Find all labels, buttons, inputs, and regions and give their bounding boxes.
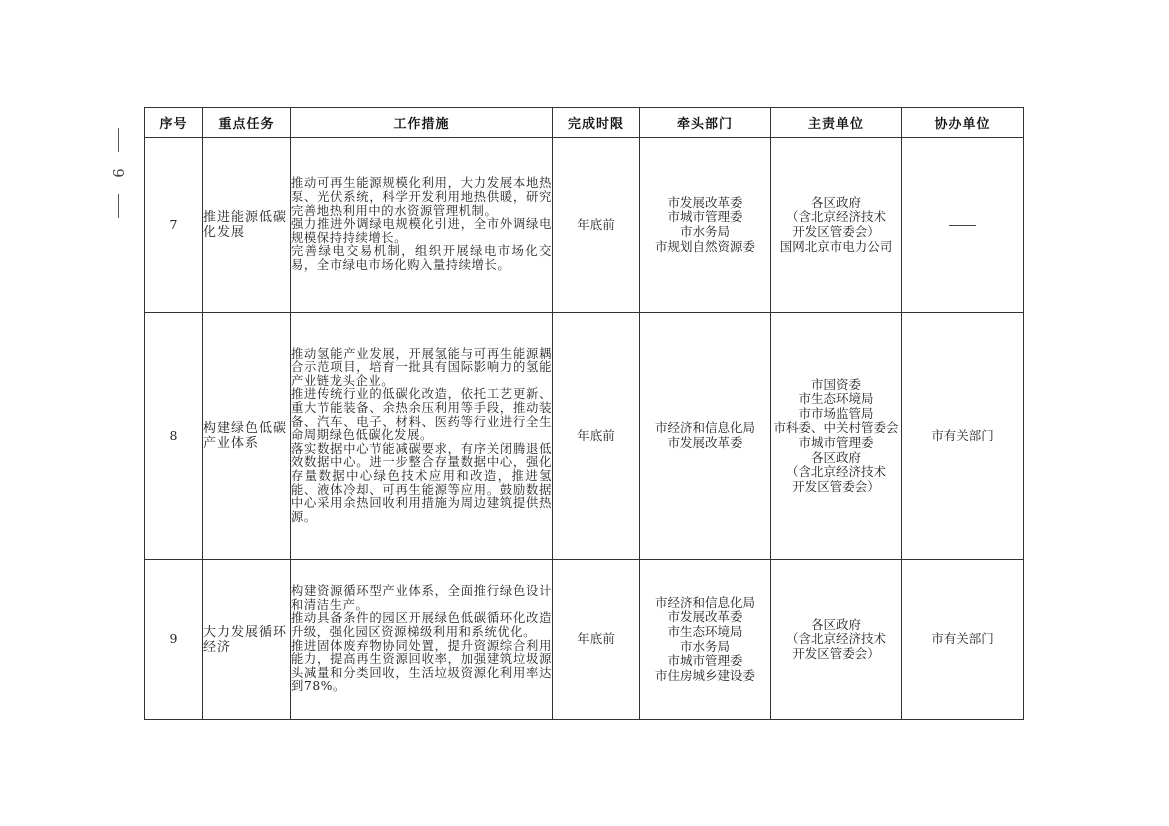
lead-unit: 市水务局 [679, 224, 730, 239]
cell-measures [291, 138, 553, 313]
lead-unit: 市城市管理委 [667, 209, 743, 225]
cell-task: 构建绿色低碳产业体系 [203, 313, 291, 560]
measure-item: 推进传统行业的低碳化改造，依托工艺更新、重大节能装备、余热余压利用等手段，推动装备、汽车、电子、材料、医药等行业进行全生命周期绿色低碳化发展。 [291, 387, 552, 443]
cell-main [771, 560, 902, 720]
header-assist: 协办单位 [902, 108, 1024, 138]
header-measures: 工作措施 [291, 108, 553, 138]
lead-unit: 市城市管理委 [667, 653, 743, 669]
cell-main [771, 138, 902, 313]
page-number-dash-top [118, 128, 119, 152]
cell-lead [640, 560, 771, 720]
main-unit: （含北京经济技术 [785, 464, 886, 480]
lead-unit: 市发展改革委 [667, 435, 743, 450]
main-unit: 开发区管委会） [792, 478, 880, 494]
cell-index: 7 [145, 138, 203, 313]
cell-task: 大力发展循环经济 [203, 560, 291, 720]
lead-unit: 市经济和信息化局 [654, 420, 755, 436]
main-unit: 各区政府 [810, 194, 861, 210]
measure-item: 落实数据中心节能减碳要求，有序关闭腾退低效数据中心。进一步整合存量数据中心，强化存量数据中心绿色技术应用和改造，推进氢能、液体冷却、可再生能源等应用。鼓励数据中心采用余热回收利用措施为周边建筑提供热源。 [291, 441, 552, 524]
header-index: 序号 [145, 108, 203, 138]
cell-index: 8 [145, 313, 203, 560]
table-row [145, 138, 1024, 313]
lead-unit: 市经济和信息化局 [654, 594, 755, 610]
main-unit: （含北京经济技术 [785, 631, 886, 647]
measure-item: 构建资源循环型产业体系，全面推行绿色设计和清洁生产。 [291, 584, 552, 612]
main-unit: 市科委、中关村管委会 [773, 420, 899, 436]
header-task: 重点任务 [203, 108, 291, 138]
measure-item: 推动可再生能源规模化利用，大力发展本地热泵、光伏系统，科学开发利用地热供暖，研究完善地热利用中的水资源管理机制。 [291, 176, 552, 218]
measure-item: 完善绿电交易机制，组织开展绿电市场化交易，全市绿电市场化购入量持续增长。 [291, 244, 552, 272]
cell-assist: 市有关部门 [902, 313, 1024, 560]
main-unit: 开发区管委会） [792, 645, 880, 661]
cell-deadline: 年底前 [553, 560, 640, 720]
table-header-row [145, 108, 1024, 138]
lead-unit: 市水务局 [679, 638, 730, 654]
cell-lead [640, 138, 771, 313]
lead-unit: 市生态环境局 [667, 623, 743, 639]
cell-measures [291, 313, 553, 560]
page-number-value: 9 [108, 168, 127, 178]
cell-assist: 市有关部门 [902, 560, 1024, 720]
cell-assist [902, 138, 1024, 313]
measure-item: 强力推进外调绿电规模化引进，全市外调绿电规模保持持续增长。 [291, 217, 552, 245]
page-number [106, 128, 130, 218]
cell-deadline: 年底前 [553, 313, 640, 560]
cell-measures [291, 560, 553, 720]
main-unit: 各区政府 [810, 449, 861, 465]
main-unit: 各区政府 [810, 616, 861, 632]
main-unit: 市国资委 [810, 376, 861, 392]
measure-item: 推动具备条件的园区开展绿色低碳循环化改造升级，强化园区资源梯级利用和系统优化。 [291, 611, 552, 639]
main-unit: 市城市管理委 [798, 435, 874, 450]
page-number-dash-bottom [118, 194, 119, 218]
cell-deadline: 年底前 [553, 138, 640, 313]
cell-index: 9 [145, 560, 203, 720]
lead-unit: 市住房城乡建设委 [654, 667, 755, 683]
table-row [145, 560, 1024, 720]
main-unit: （含北京经济技术 [785, 209, 886, 225]
main-unit: 市生态环境局 [798, 391, 874, 407]
cell-lead [640, 313, 771, 560]
lead-unit: 市规划自然资源委 [654, 238, 755, 254]
measure-item: 推动氢能产业发展，开展氢能与可再生能源耦合示范项目，培育一批具有国际影响力的氢能产业链龙头企业。 [291, 346, 552, 388]
empty-dash [949, 225, 976, 226]
cell-task: 推进能源低碳化发展 [203, 138, 291, 313]
main-unit: 开发区管委会） [792, 224, 880, 239]
header-lead: 牵头部门 [640, 108, 771, 138]
main-unit: 市市场监管局 [798, 405, 874, 421]
main-unit: 国网北京市电力公司 [779, 238, 893, 254]
cell-main [771, 313, 902, 560]
task-table [144, 107, 1024, 720]
header-deadline: 完成时限 [553, 108, 640, 138]
lead-unit: 市发展改革委 [667, 194, 743, 210]
measure-item: 推进固体废弃物协同处置，提升资源综合利用能力，提高再生资源回收率，加强建筑垃圾源头减量和分类回收，生活垃圾资源化利用率达到78%。 [291, 638, 552, 694]
header-main: 主责单位 [771, 108, 902, 138]
table-row [145, 313, 1024, 560]
lead-unit: 市发展改革委 [667, 609, 743, 625]
